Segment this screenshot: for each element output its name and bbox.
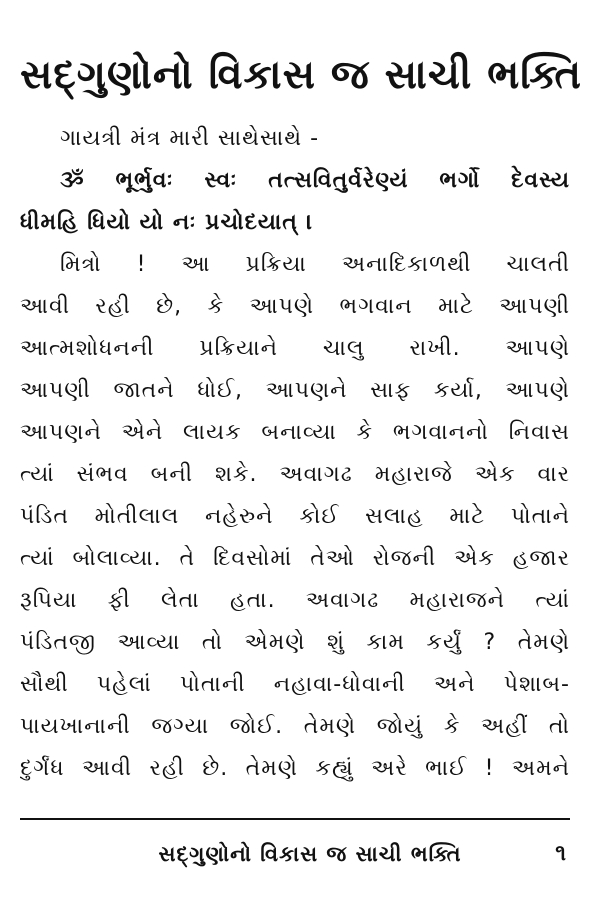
paragraph-line: આવી રહી છે, કે આપણે ભગવાન માટે આપણી — [20, 294, 570, 319]
paragraph-line: રૂપિયા ફી લેતા હતા. અવાગઢ મહારાજને ત્યાં — [20, 588, 570, 613]
paragraph-line: પાયખાનાની જગ્યા જોઈ. તેમણે જોયું કે અહીં તો — [20, 714, 570, 739]
paragraph-line: દુર્ગંધ આવી રહી છે. તેમણે કહ્યું અરે ભાઈ ! અમને — [20, 756, 570, 781]
paragraph-line: મિત્રો ! આ પ્રક્રિયા અનાદિકાળથી ચાલતી — [60, 252, 570, 277]
paragraph-line: ત્યાં સંભવ બની શકે. અવાગઢ મહારાજે એક વાર — [20, 462, 570, 487]
footer-title: સદ્‌ગુણોનો વિકાસ જ સાચી ભક્તિ — [158, 842, 462, 866]
paragraph-line: સૌથી પહેલાં પોતાની નહાવા-ધોવાની અને પેશાબ- — [20, 672, 570, 697]
page-body — [20, 118, 570, 790]
paragraph-line: આત્મશોધનની પ્રક્રિયાને ચાલુ રાખી. આપણે — [20, 336, 570, 361]
intro-line: ગાયત્રી મંત્ર મારી સાથેસાથે - — [60, 126, 320, 151]
mantra-line-1: ૐ ભૂર્ભુવઃ સ્વઃ તત્સવિતુર્વરેણ્યં ભર્ગો દેવસ્ય — [60, 168, 570, 193]
page-footer — [20, 834, 570, 874]
page-title: સદ્‌ગુણોનો વિકાસ જ સાચી ભક્તિ — [20, 52, 582, 98]
paragraph-line: ત્યાં બોલાવ્યા. તે દિવસોમાં તેઓ રોજની એક હજાર — [20, 546, 570, 571]
page-number: ૧ — [555, 841, 566, 866]
paragraph-line: આપણી જાતને ધોઈ, આપણને સાફ કર્યા, આપણે — [20, 378, 570, 403]
paragraph-line: પંડિતજી આવ્યા તો એમણે શું કામ કર્યું ? તેમણે — [20, 630, 570, 655]
paragraph-line: પંડિત મોતીલાલ નહેરુને કોઈ સલાહ માટે પોતાને — [20, 504, 570, 529]
footer-divider — [20, 818, 570, 820]
mantra-line-2: ધીમહિ ધિયો યો નઃ પ્રચોદયાત્‌ । — [20, 210, 314, 235]
paragraph-line: આપણને એને લાયક બનાવ્યા કે ભગવાનનો નિવાસ — [20, 420, 570, 445]
